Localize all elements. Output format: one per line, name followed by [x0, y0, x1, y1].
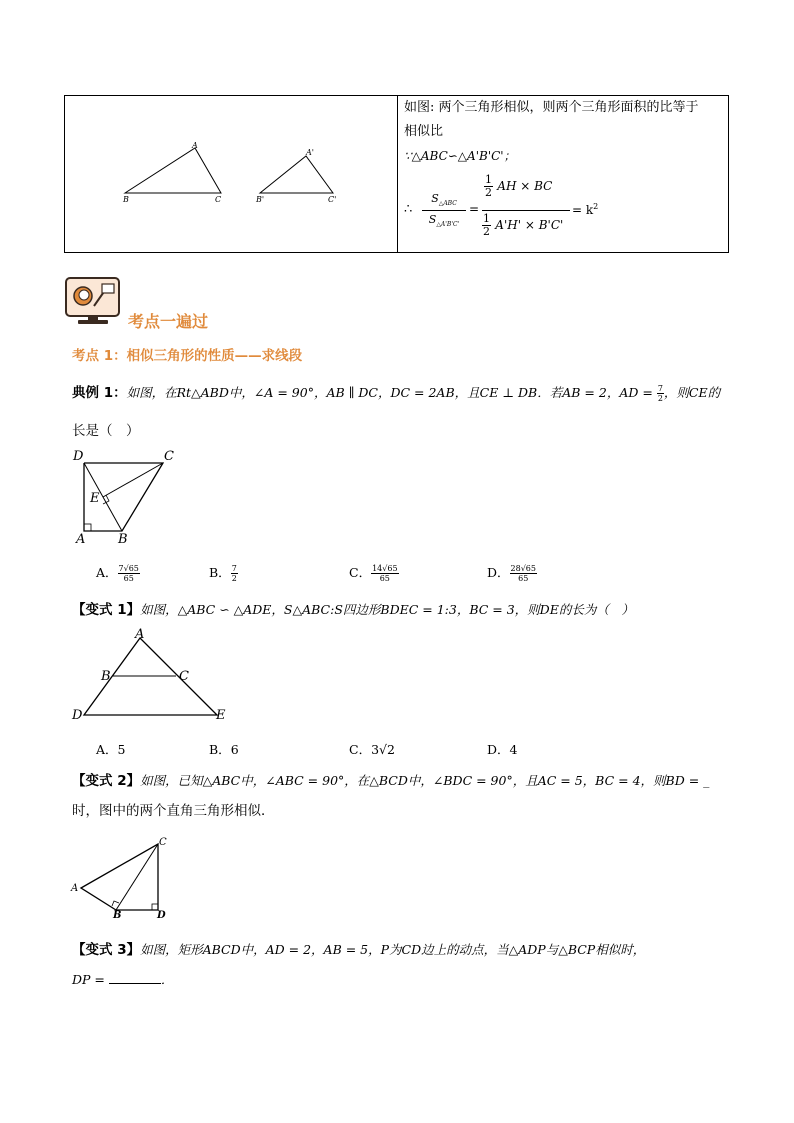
example-option-a[interactable]: A． $\frac{7√65}{65}$ — [96, 564, 139, 583]
table-because: ∵△ABC∽△A'B'C'； — [404, 149, 516, 163]
example-option-c[interactable]: C． $\frac{14√65}{65}$ — [349, 564, 398, 583]
rhs-result: = $k^2$ — [572, 202, 599, 217]
fig2-label-c: C — [179, 669, 189, 684]
variant1-option-a[interactable]: A．5 — [96, 742, 126, 757]
variant1-option-b[interactable]: B．6 — [209, 742, 239, 757]
fig2-label-b: B — [101, 669, 111, 684]
fig-label-b-prime: B' — [256, 195, 265, 204]
rhs-numerator: $\frac{1}{2}$ AH × BC — [485, 173, 553, 199]
example-question: 典例 1：如图，在Rt△ABD中，∠A = 90°，AB ∥ DC，DC = 2AB，且CE ⊥ DB．若AB = 2，AD = $\frac{7}{2}$ ，则CE的 — [72, 384, 721, 403]
fig3-label-d: D — [157, 910, 166, 921]
variant1-option-c[interactable]: C．3√2 — [349, 742, 395, 757]
variant3-question: 【变式 3】如图，矩形ABCD中，AD = 2，AB = 5，P为CD边上的动点，当△ADP与△BCP相似时， — [72, 942, 646, 958]
fig3-label-b: B — [113, 910, 122, 921]
fig-label-b: B — [123, 195, 129, 204]
fig-label-c: C — [215, 195, 222, 204]
fig2-label-e: E — [216, 708, 226, 723]
fig3-label-c: C — [159, 837, 167, 848]
fig-label-c-prime: C' — [328, 195, 337, 204]
presentation-board-icon — [64, 276, 122, 326]
ratio-bar — [422, 210, 466, 211]
table-text-line2: 相似比 — [404, 124, 444, 139]
trapezoid-figure — [70, 450, 190, 550]
example-option-b[interactable]: B． $\frac{7}{2}$ — [209, 564, 237, 583]
similar-triangles-figure — [110, 140, 360, 210]
therefore-symbol: ∴ — [404, 202, 413, 217]
variant2-question: 【变式 2】如图，已知△ABC中，∠ABC = 90°，在△BCD中，∠BDC = 90°，且AC = 5，BC = 4，则BD = _ — [72, 773, 710, 789]
ratio-denominator: $S_{\triangle A'B'C'}$ — [428, 213, 460, 229]
rhs-denominator: $\frac{1}{2}$ A'H' × B'C' — [483, 212, 564, 238]
example-option-d[interactable]: D． $\frac{28√65}{65}$ — [487, 564, 536, 583]
fig1-label-d: D — [73, 449, 84, 464]
fig2-label-a: A — [135, 627, 145, 642]
variant3-question-line2: DP = ． — [72, 972, 174, 987]
fig3-label-a: A — [71, 883, 79, 894]
rhs-bar — [482, 210, 570, 211]
fig2-label-d: D — [72, 708, 83, 723]
section-title: 考点一遍过 — [128, 312, 209, 331]
variant1-option-d[interactable]: D．4 — [487, 742, 518, 757]
fig1-label-e: E — [90, 491, 100, 506]
answer-blank[interactable] — [109, 971, 161, 984]
fig1-label-c: C — [164, 449, 174, 464]
variant1-question: 【变式 1】如图，△ABC ∽ △ADE，S△ABC:S四边形BDEC = 1:3，BC = 3，则DE的长为（ ） — [72, 602, 634, 618]
fig-label-a-prime: A' — [306, 148, 314, 157]
fig1-label-b: B — [118, 532, 128, 547]
table-divider — [397, 95, 398, 253]
variant2-question-line2: 时，图中的两个直角三角形相似． — [72, 803, 275, 819]
example-question-line2: 长是（ ） — [72, 423, 140, 439]
table-text-line1: 如图: 两个三角形相似，则两个三角形面积的比等于 — [404, 100, 699, 115]
ratio-numerator: $S_{\triangle ABC}$ — [431, 192, 457, 208]
fig1-label-a: A — [76, 532, 86, 547]
area-ratio-formula: ∴ $S_{\triangle ABC}$ $S_{\triangle A'B'C'}$ = $\frac{1}{2}$ AH × BC $\frac{1}{2}$ A'H' × B'C' = $k^2$ — [404, 173, 599, 238]
section-subtitle: 考点 1：相似三角形的性质——求线段 — [72, 348, 303, 364]
nested-triangle-figure — [70, 630, 240, 725]
fig-label-a: A — [192, 141, 198, 150]
